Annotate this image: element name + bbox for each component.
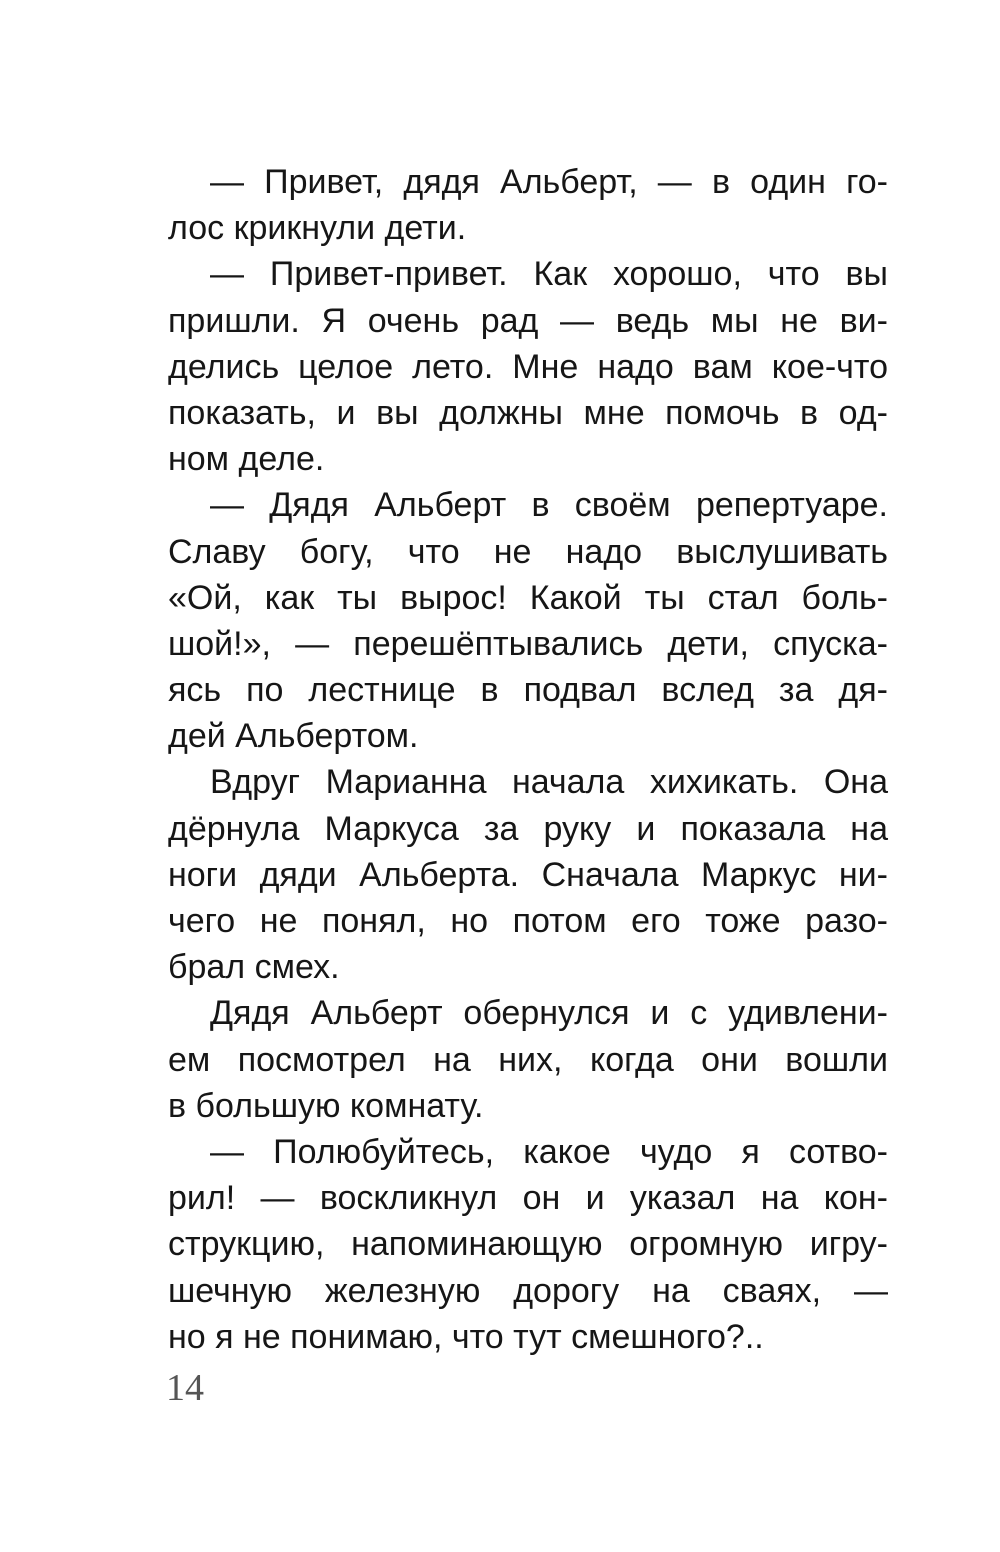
text-line: — Полюбуйтесь, какое чудо я сотво- [210, 1132, 888, 1171]
page-number: 14 [166, 1367, 204, 1409]
text-line: брал смех. [168, 948, 340, 987]
text-line: лос крикнули дети. [168, 209, 467, 248]
text-line: ноги дяди Альберта. Сначала Маркус ни- [168, 855, 888, 894]
body-text [168, 159, 888, 1360]
text-line: — Дядя Альберт в своём репертуаре. [210, 486, 888, 525]
text-line: показать, и вы должны мне помочь в од- [168, 393, 888, 432]
text-line: дёрнула Маркуса за руку и показала на [168, 809, 888, 848]
text-line: дей Альбертом. [168, 717, 419, 756]
text-line: «Ой, как ты вырос! Какой ты стал боль- [168, 578, 888, 617]
text-line: Славу богу, что не надо выслушивать [168, 532, 888, 571]
text-line: в большую комнату. [168, 1086, 484, 1125]
text-line: но я не понимаю, что тут смешного?.. [168, 1317, 764, 1356]
text-line: — Привет-привет. Как хорошо, что вы [210, 255, 888, 294]
text-line: делись целое лето. Мне надо вам кое-что [168, 347, 888, 386]
text-line: ем посмотрел на них, когда они вошли [168, 1040, 888, 1079]
text-line: — Привет, дядя Альберт, — в один го- [210, 163, 888, 201]
text-line: ном деле. [168, 440, 325, 479]
text-line: шечную железную дорогу на сваях, — [168, 1271, 888, 1310]
text-line: рил! — воскликнул он и указал на кон- [168, 1179, 888, 1218]
text-line: шой!», — перешёптывались дети, спуска- [168, 624, 888, 663]
text-line: пришли. Я очень рад — ведь мы не ви- [168, 301, 888, 340]
text-line: Дядя Альберт обернулся и с удивлени- [210, 994, 888, 1033]
text-line: Вдруг Марианна начала хихикать. Она [210, 763, 888, 802]
text-line: струкцию, напоминающую огромную игру- [168, 1225, 888, 1264]
text-line: ясь по лестнице в подвал вслед за дя- [168, 671, 888, 710]
text-line: чего не понял, но потом его тоже разо- [168, 902, 888, 940]
